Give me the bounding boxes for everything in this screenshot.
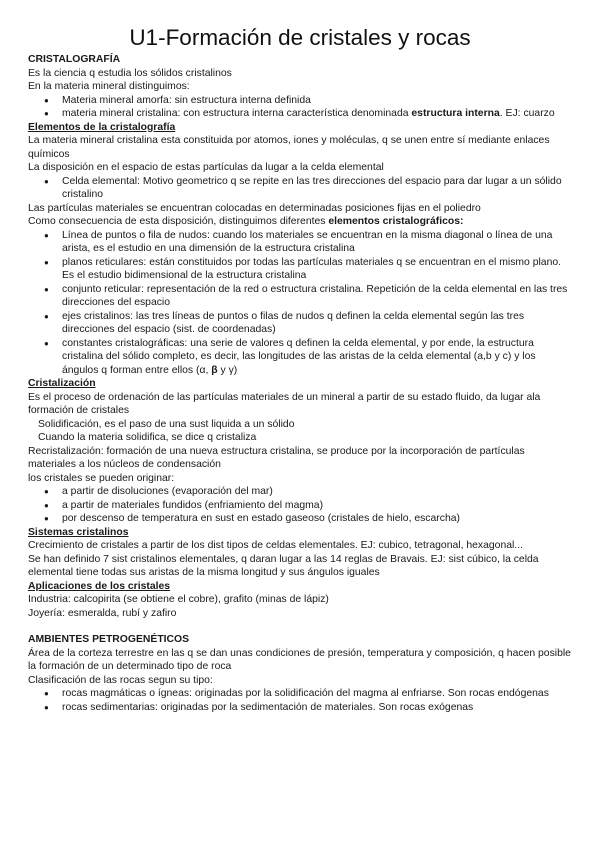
paragraph: Clasificación de las rocas segun su tipo:: [28, 674, 213, 686]
list-item: ● a partir de materiales fundidos (enfriamiento del magma): [62, 499, 572, 513]
paragraph: Es el proceso de ordenación de las partículas materiales de un mineral a partir de su estado fluido, da lugar ala formación de cristales: [28, 391, 541, 416]
list-item: ● conjunto reticular: representación de la red o estructura cristalina. Repetición de la celda elemental en las tres direcciones del espacio: [62, 283, 572, 310]
bullet-list: [28, 687, 572, 714]
list-item: ● Línea de puntos o fila de nudos: cuando los materiales se encuentran en la misma diagonal o línea de una arista, es el estudio en una dimensión de la estructura cristalina: [62, 229, 572, 256]
paragraph: Crecimiento de cristales a partir de los dist tipos de celdas elementales. EJ: cubico, tetragonal, hexagonal...: [28, 540, 523, 551]
paragraph: Solidificación, es el paso de una sust liquida a un sólido: [38, 418, 295, 430]
list-item: ● rocas magmáticas o ígneas: originadas por la solidificación del magma al enfriarse. Son rocas endógenas: [62, 687, 572, 701]
page-title: U1-Formación de cristales y rocas: [129, 25, 471, 50]
paragraph: Se han definido 7 sist cristalinos elementales, q daran lugar a las 14 reglas de Bravais. EJ: sist cúbico, la celda elemental tiene todas sus aristas de la misma longitud y sus ángulos iguales: [28, 553, 539, 578]
section-cristalizacion: [28, 377, 572, 526]
list-item: ● a partir de disoluciones (evaporación del mar): [62, 485, 572, 499]
paragraph: Cuando la materia solidifica, se dice q cristaliza: [38, 432, 257, 443]
section-ambientes: [28, 633, 572, 714]
section-cristalografia: [28, 53, 572, 121]
list-item: ● rocas sedimentarias: originadas por la sedimentación de materiales. Son rocas exógenas: [62, 701, 572, 715]
paragraph: los cristales se pueden originar:: [28, 472, 175, 484]
bullet-list: [28, 94, 572, 121]
bold-term: elementos cristalográficos:: [328, 216, 464, 227]
paragraph: Área de la corteza terrestre en las q se dan unas condiciones de presión, temperatura y composición, q hacen posible la formación de un determinado tipo de roca: [28, 647, 571, 672]
list-item: ● materia mineral cristalina: con estructura interna característica denominada estructura interna. EJ: cuarzo: [62, 107, 572, 121]
paragraph: Las partículas materiales se encuentran colocadas en determinadas posiciones fijas en el poliedro: [28, 202, 481, 214]
paragraph: Como consecuencia de esta disposición, distinguimos diferentes elementos cristalográficos:: [28, 216, 464, 227]
list-item: ● constantes cristalográficas: una serie de valores q definen la celda elemental, y por ende, la estructura cristalina del sólido completo, es decir, las longitudes de las aristas de la celda elemental (a,b y c) y los ángulos q forman entre ellos (α, β y γ): [62, 337, 572, 378]
paragraph: Joyería: esmeralda, rubí y zafiro: [28, 607, 177, 619]
paragraph: La materia mineral cristalina esta constituida por atomos, iones y moléculas, q se unen entre sí mediante enlaces químicos: [28, 135, 550, 160]
paragraph: Industria: calcopirita (se obtiene el cobre), grafito (minas de lápiz): [28, 594, 329, 605]
section-heading: AMBIENTES PETROGENÉTICOS: [28, 634, 190, 645]
section-heading: Sistemas cristalinos: [28, 526, 129, 538]
bold-term: estructura interna: [411, 108, 500, 119]
list-item: ● planos reticulares: están constituidos por todas las partículas materiales q se encuentran en el mismo plano. Es el estudio bidimensional de la estructura cristalina: [62, 256, 572, 283]
list-item: ● Celda elemental: Motivo geometrico q se repite en las tres direcciones del espacio para dar lugar a un sólido cristalino: [62, 175, 572, 202]
paragraph: En la materia mineral distinguimos:: [28, 81, 190, 92]
bullet-list: [28, 485, 572, 526]
section-aplicaciones: [28, 580, 572, 621]
paragraph: Recristalización: formación de una nueva estructura cristalina, se produce por la incorporación de partículas materiales a los núcleos de condensación: [28, 445, 525, 470]
paragraph: Es la ciencia q estudia los sólidos cristalinos: [28, 67, 232, 79]
list-item: ● Materia mineral amorfa: sin estructura interna definida: [62, 94, 572, 108]
paragraph: La disposición en el espacio de estas partículas da lugar a la celda elemental: [28, 162, 384, 173]
list-item: ● ejes cristalinos: las tres líneas de puntos o filas de nudos q definen la celda elemental según las tres direcciones del espacio (sist. de coordenadas): [62, 310, 572, 337]
bullet-list: [28, 175, 572, 202]
section-heading: Aplicaciones de los cristales: [28, 580, 171, 592]
section-heading: Cristalización: [28, 378, 96, 389]
section-heading: CRISTALOGRAFÍA: [28, 54, 121, 65]
section-heading: Elementos de la cristalografía: [28, 121, 176, 133]
bullet-list: [28, 229, 572, 378]
spacer: [28, 620, 572, 633]
section-elementos: [28, 121, 572, 378]
list-item: ● por descenso de temperatura en sust en estado gaseoso (cristales de hielo, escarcha): [62, 512, 572, 526]
section-sistemas: [28, 526, 572, 580]
